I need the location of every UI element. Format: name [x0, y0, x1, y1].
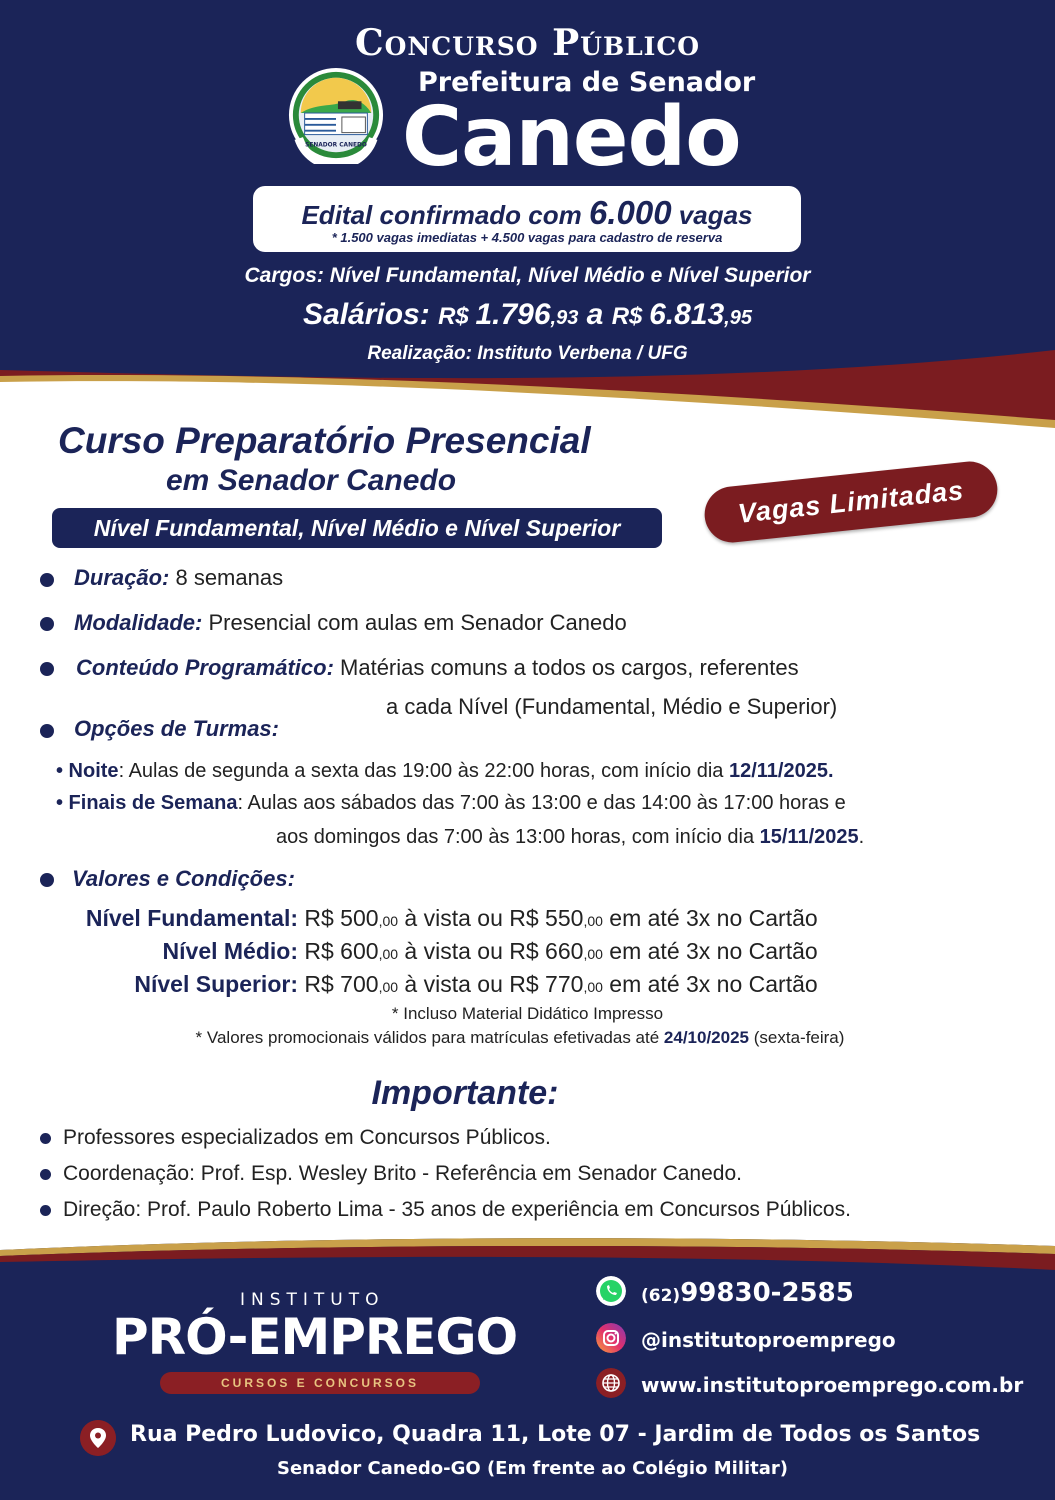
svg-text:SENADOR CANEDO: SENADOR CANEDO [305, 142, 367, 149]
header-city: Canedo [402, 90, 741, 185]
edital-subtext: * 1.500 vagas imediatas + 4.500 vagas para cadastro de reserva [331, 230, 723, 245]
instagram-handle[interactable]: @institutoproemprego [641, 1328, 896, 1352]
city-seal-logo [287, 66, 385, 164]
header-cargos: Cargos: Nível Fundamental, Nível Médio e Nível Superior [244, 264, 811, 287]
instagram-icon [596, 1323, 626, 1353]
address-line2: Senador Canedo-GO (Em frente ao Colégio Militar) [276, 1458, 789, 1479]
header-title: Concurso Público [354, 22, 701, 64]
price-row-fundamental: Nível Fundamental: R$ 500,00 à vista ou R$ 550,00 em até 3x no Cartão [85, 905, 818, 931]
bullet-icon [40, 724, 54, 738]
turma-fds: • Finais de Semana: Aulas aos sábados das 7:00 às 13:00 e das 14:00 às 17:00 horas e [56, 792, 846, 814]
modalidade-item: Modalidade: Presencial com aulas em Senador Canedo [74, 610, 627, 635]
website-link[interactable]: www.institutoproemprego.com.br [641, 1373, 1024, 1397]
brand-tagline: CURSOS E CONCURSOS [160, 1372, 480, 1394]
course-levels-pill: Nível Fundamental, Nível Médio e Nível Superior [52, 508, 662, 548]
important-item: Coordenação: Prof. Esp. Wesley Brito - Referência em Senador Canedo. [40, 1162, 742, 1186]
limited-seats-badge: Vagas Limitadas [702, 459, 1000, 545]
conteudo-item-line2: a cada Nível (Fundamental, Médio e Superior) [386, 694, 838, 719]
footer-swoosh [0, 1232, 1055, 1282]
valores-item: Valores e Condições: [72, 866, 295, 891]
brand-name: PRÓ-EMPREGO [112, 1308, 518, 1366]
important-item: Direção: Prof. Paulo Roberto Lima - 35 anos de experiência em Concursos Públicos. [40, 1198, 851, 1222]
turmas-item: Opções de Turmas: [74, 716, 279, 741]
bullet-icon [40, 617, 54, 631]
bullet-icon [40, 1133, 51, 1144]
address-line1: Rua Pedro Ludovico, Quadra 11, Lote 07 - Jardim de Todos os Santos [130, 1422, 981, 1447]
edital-box [253, 186, 801, 252]
edital-headline: Edital confirmado com 6.000 vagas [301, 194, 753, 231]
note-promo: * Valores promocionais válidos para matrículas efetivadas até 24/10/2025 (sexta-feira) [195, 1028, 845, 1047]
note-material: * Incluso Material Didático Impresso [391, 1004, 664, 1023]
price-row-superior: Nível Superior: R$ 700,00 à vista ou R$ 770,00 em até 3x no Cartão [134, 971, 818, 997]
header-prefeitura: Prefeitura de Senador [418, 67, 756, 98]
turma-fds-line2: aos domingos das 7:00 às 13:00 horas, com início dia 15/11/2025. [276, 826, 865, 848]
price-row-medio: Nível Médio: R$ 600,00 à vista ou R$ 660,00 em até 3x no Cartão [162, 938, 818, 964]
bullet-icon [40, 662, 54, 676]
course-subtitle: em Senador Canedo [166, 464, 457, 497]
duracao-item: Duração: 8 semanas [74, 565, 284, 590]
bullet-icon [40, 573, 54, 587]
turma-noite: • Noite: Aulas de segunda a sexta das 19:00 às 22:00 horas, com início dia 12/11/2025. [56, 760, 834, 782]
important-item: Professores especializados em Concursos Públicos. [40, 1126, 551, 1150]
header-realizacao: Realização: Instituto Verbena / UFG [367, 343, 688, 364]
brand-instituto: INSTITUTO [240, 1290, 385, 1310]
whatsapp-icon [596, 1276, 626, 1306]
bullet-icon [40, 873, 54, 887]
conteudo-item: Conteúdo Programático: Matérias comuns a todos os cargos, referentes [76, 655, 799, 680]
location-pin-icon [80, 1420, 116, 1456]
bullet-icon [40, 1169, 51, 1180]
bullet-icon [40, 1205, 51, 1216]
phone-number[interactable]: (62)99830-2585 [641, 1278, 854, 1308]
header-salarios: Salários: R$ 1.796,93 a R$ 6.813,95 [303, 298, 752, 331]
globe-icon [596, 1368, 626, 1398]
important-title: Importante: [371, 1074, 559, 1112]
course-title: Curso Preparatório Presencial [58, 420, 591, 461]
